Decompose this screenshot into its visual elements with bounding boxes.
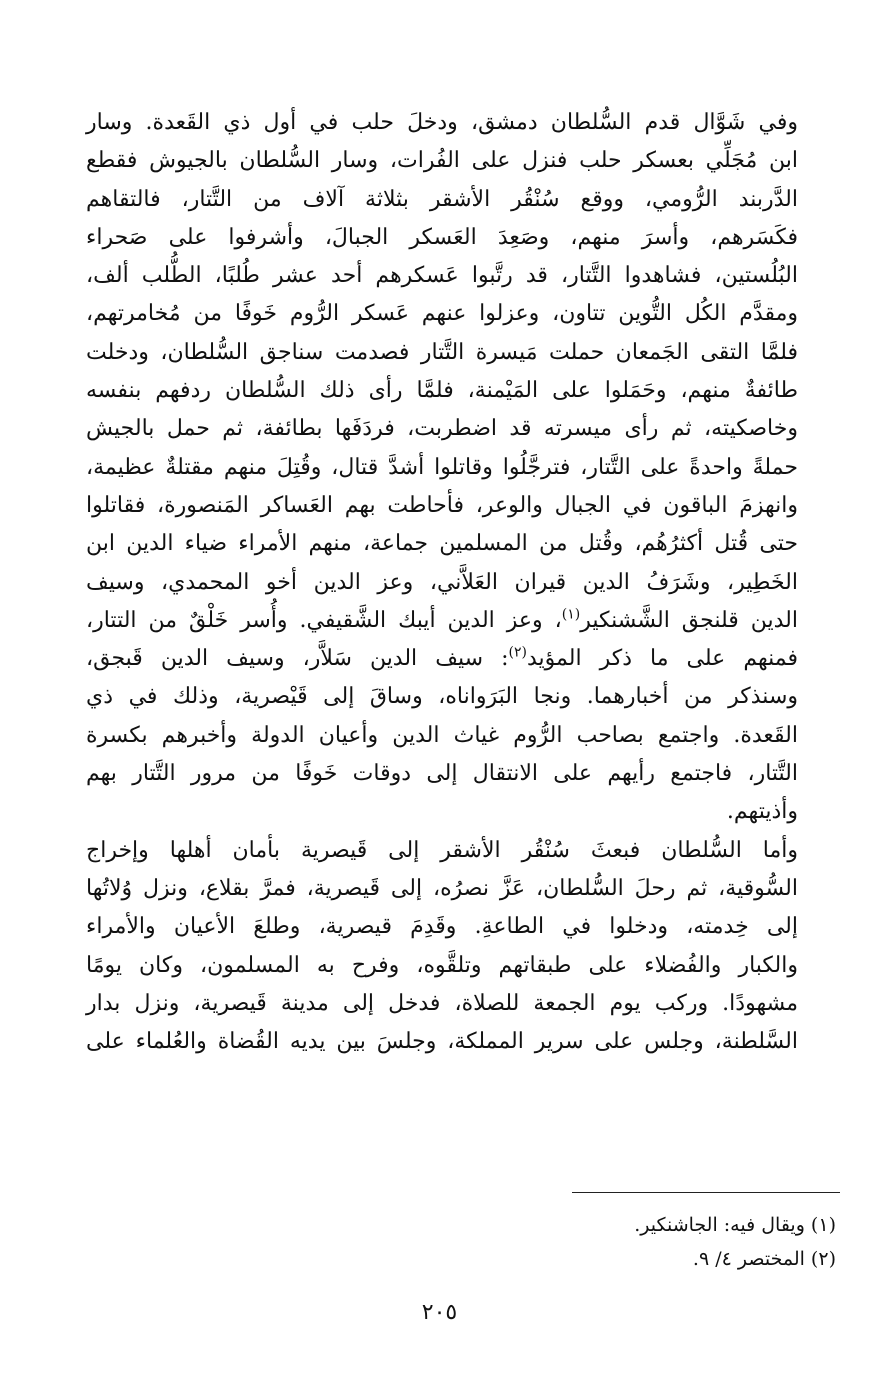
- footnote-2: (٢) المختصر ٤/ ٩.: [692, 1248, 836, 1270]
- text-line: الخَطِير، وشَرَفُ الدين قيران العَلاَّني، وعز الدين أخو المحمدي، وسيف: [86, 569, 798, 595]
- text-line: حملةً واحدةً على التَّتار، فترجَّلُوا وقاتلوا أشدَّ قتال، وقُتِلَ منهم مقتلةٌ عظيمة،: [86, 454, 798, 480]
- line-text-after-ref: ، وعز الدين أيبك الشَّقيفي. وأُسر خَلْقٌ من التتار،: [86, 607, 562, 633]
- text-line: التَّتار، فاجتمع رأيهم على الانتقال إلى دوقات خَوفًا من مرور التَّتار بهم: [86, 761, 798, 787]
- text-line: طائفةٌ منهم، وحَمَلوا على المَيْمنة، فلمَّا رأى ذلك السُّلطان ردفهم بنفسه: [86, 378, 798, 404]
- text-line: وخاصكيته، ثم رأى ميسرته قد اضطربت، فردَفَها بطائفة، ثم حمل بالجيش: [86, 416, 798, 442]
- text-line-with-footnote-1: [86, 602, 832, 640]
- paragraph-1: [86, 104, 832, 832]
- text-line: السَّلطنة، وجلس على سرير المملكة، وجلسَ بين يديه القُضاة والعُلماء على: [86, 1029, 798, 1055]
- text-line: فكَسَرهم، وأسرَ منهم، وصَعِدَ العَسكر الجبالَ، وأشرفوا على صَحراء: [86, 224, 798, 250]
- footnote-1: (١) ويقال فيه: الجاشنكير.: [634, 1214, 836, 1236]
- main-text: [86, 104, 832, 1061]
- text-line: إلى خِدمته، ودخلوا في الطاعةِ. وقَدِمَ قيصرية، وطلعَ الأعيان والأمراء: [86, 914, 798, 940]
- text-line: الدَّربند الرُّومي، ووقع سُنْقُر الأشقر بثلاثة آلاف من التَّتار، فالتقاهم: [86, 186, 798, 212]
- text-line: والكبار والفُضلاء على طبقاتهم وتلقَّوه، وفرح به المسلمون، وكان يومًا: [86, 952, 798, 978]
- text-line: ابن مُجَلِّي بعسكر حلب فنزل على الفُرات، وسار السُّلطان بالجيوش فقطع: [86, 148, 798, 174]
- line-text-before-ref: الدين قلنجق الشَّشنكير: [580, 607, 798, 633]
- text-line: ومقدَّم الكُل التُّوين تتاون، وعزلوا عنهم عَسكر الرُّوم خَوفًا من مُخامرتهم،: [86, 301, 798, 327]
- text-line: مشهودًا. وركب يوم الجمعة للصلاة، فدخل إلى مدينة قَيصرية، ونزل بدار: [86, 990, 798, 1016]
- footnote-separator: [572, 1192, 840, 1193]
- text-line: وأما السُّلطان فبعثَ سُنْقُر الأشقر إلى قَيصرية بأمان أهلها وإخراج: [86, 837, 798, 863]
- footnote-ref-2: (٢): [508, 644, 527, 661]
- text-line: وأذيتهم.: [726, 799, 798, 825]
- text-line: البُلُستين، فشاهدوا التَّتار، قد رتَّبوا عَسكرهم أحد عشر طُلبًا، الطُّلب ألف،: [86, 263, 798, 289]
- text-line: فلمَّا التقى الجَمعان حملت مَيسرة التَّتار فصدمت سناجق السُّلطان، ودخلت: [86, 339, 798, 365]
- footnotes: [400, 1208, 836, 1276]
- footnote-ref-1: (١): [561, 606, 581, 623]
- text-line: القَعدة. واجتمع بصاحب الرُّوم غياث الدين وأعيان الدولة وأخبرهم بكسرة: [86, 722, 798, 748]
- paragraph-2: [86, 832, 832, 1062]
- text-line: وانهزمَ الباقون في الجبال والوعر، فأحاطت بهم العَساكر المَنصورة، فقاتلوا: [86, 492, 798, 518]
- line-text-after-ref: : سيف الدين سَلاَّر، وسيف الدين قَبجق،: [86, 646, 509, 672]
- text-line: وسنذكر من أخبارهما. ونجا البَرَواناه، وساقَ إلى قَيْصرية، وذلك في ذي: [86, 684, 798, 710]
- text-line-with-footnote-2: [86, 640, 832, 678]
- page-number: ٢٠٥: [421, 1300, 458, 1325]
- text-line: وفي شَوَّال قدم السُّلطان دمشق، ودخلَ حلب في أول ذي القَعدة. وسار: [86, 110, 798, 135]
- text-line: حتى قُتل أكثرُهُم، وقُتل من المسلمين جماعة، منهم الأمراء ضياء الدين ابن: [86, 531, 798, 557]
- line-text-before-ref: فمنهم على ما ذكر المؤيد: [526, 646, 799, 672]
- text-line: السُّوقية، ثم رحلَ السُّلطان، عَزَّ نصرُه، إلى قَيصرية، فمرَّ بقلاع، ونزل وُلاتُها: [86, 875, 798, 901]
